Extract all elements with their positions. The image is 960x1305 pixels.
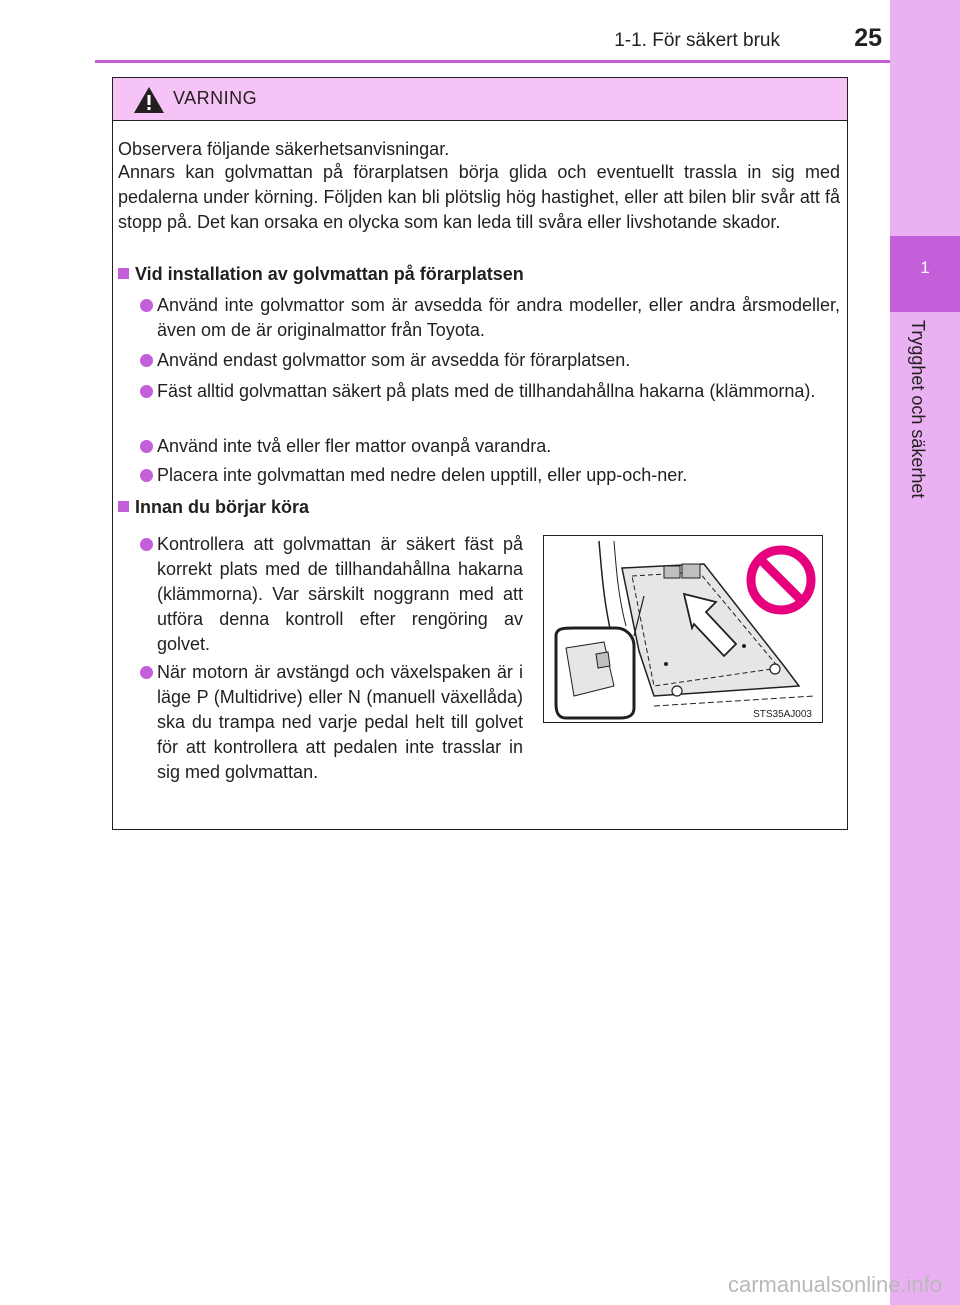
bullet-dot-icon: [140, 385, 153, 398]
bullet-dot-icon: [140, 538, 153, 551]
list-item: Placera inte golvmattan med nedre delen upptill, eller upp-och-ner.: [140, 463, 840, 488]
warning-header: [113, 78, 847, 121]
list-item: Använd endast golvmattor som är avsedda för förarplatsen.: [140, 348, 840, 373]
watermark: carmanualsonline.info: [728, 1272, 943, 1297]
bullet-dot-icon: [140, 354, 153, 367]
chapter-number: 1: [920, 258, 930, 277]
bullet-dot-icon: [140, 440, 153, 453]
header-rule: [95, 60, 890, 63]
list-item: Fäst alltid golvmattan säkert på plats med de tillhandahållna hakarna (klämmorna).: [140, 379, 840, 404]
section2-heading: Innan du börjar köra: [118, 497, 309, 518]
floor-mat-drawing: [544, 536, 821, 721]
bullet-dot-icon: [140, 299, 153, 312]
list-item: Använd inte två eller fler mattor ovanpå varandra.: [140, 434, 840, 459]
list-item: Använd inte golvmattor som är avsedda för andra modeller, eller andra årsmodeller, även om de är originalmattor från Toyota.: [140, 293, 840, 343]
illustration-code: STS35AJ003: [753, 709, 812, 720]
warning-intro-line2: Annars kan golvmattan på förarplatsen börja glida och eventuellt trassla in sig med pedalerna under körning. Följden kan bli plötslig hög hastighet, eller att bilen blir svår att få stopp på. Det kan orsaka en olycka som kan leda till svåra eller livshotande skador.: [118, 162, 840, 232]
chapter-title: Trygghet och säkerhet: [908, 320, 928, 499]
bullet-dot-icon: [140, 666, 153, 679]
warning-label: VARNING: [173, 88, 258, 108]
side-tab: [890, 0, 960, 1305]
square-bullet-icon: [118, 501, 129, 512]
bullet-dot-icon: [140, 469, 153, 482]
section1-heading: Vid installation av golvmattan på förarplatsen: [118, 264, 524, 285]
section-title: 1-1. För säkert bruk: [614, 30, 780, 51]
list-item: Kontrollera att golvmattan är säkert fäst på korrekt plats med de tillhandahållna hakarna (klämmorna). Var särskilt noggrann med att utföra denna kontroll efter rengöring av golvet.: [140, 532, 523, 657]
list-item: När motorn är avstängd och växelspaken är i läge P (Multidrive) eller N (manuell växellåda) ska du trampa ned varje pedal helt till golvet för att kontrollera att pedalen inte trasslar in sig med golvmattan.: [140, 660, 523, 785]
page-number: 25: [854, 24, 882, 52]
square-bullet-icon: [118, 268, 129, 279]
warning-intro-line1: Observera följande säkerhetsanvisningar.: [118, 139, 450, 159]
warning-triangle-icon: [133, 86, 165, 114]
floor-mat-illustration: [543, 535, 823, 723]
